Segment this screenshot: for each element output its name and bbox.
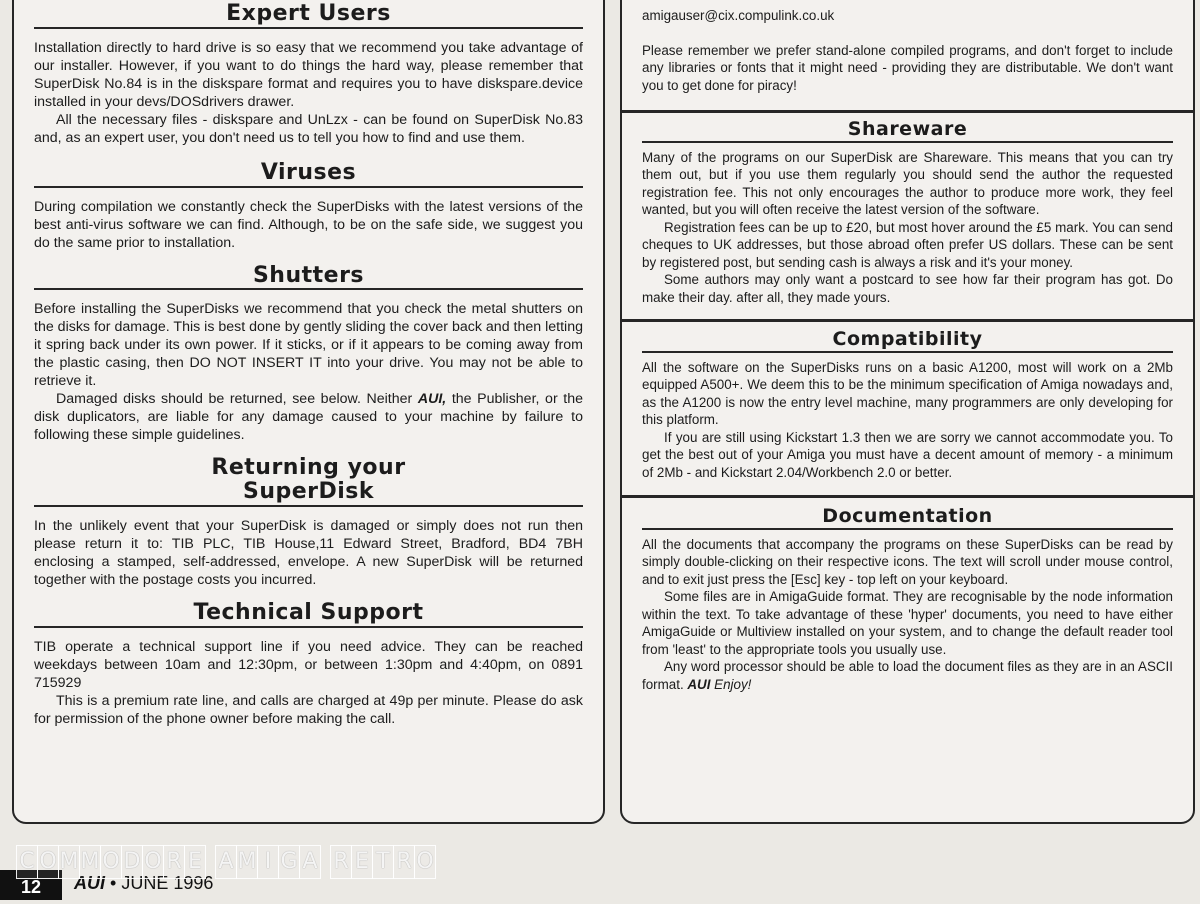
returning-heading — [34, 456, 583, 507]
section-divider — [622, 319, 1193, 322]
compatibility-para-1: All the software on the SuperDisks runs on a basic A1200, most will work on a 2Mb equipped A500+. We deem this to be the minimum specification of Amiga nowadays and, as the A1200 is now the entry level machine, many programmers are only developing for this platform. — [642, 359, 1173, 428]
returning-section — [34, 456, 583, 589]
watermark-letter: O — [37, 845, 59, 879]
expert-users-para-1: Installation directly to hard drive is so easy that we recommend you take advantage of our installer. However, if you want to do things the hard way, please remember that SuperDisk No.84 is in the diskspare format and requires you to have diskspare.device installed in your devs/DOSdrivers drawer. — [34, 39, 583, 110]
watermark-letter: E — [184, 845, 206, 879]
watermark-letter: A — [299, 845, 321, 879]
shutters-para-2 — [34, 390, 583, 444]
watermark-letter: T — [372, 845, 394, 879]
watermark-letter: C — [16, 845, 38, 879]
returning-para-1: In the unlikely event that your SuperDisk is damaged or simply does not run then please return it to: TIB PLC, TIB House,11 Edward Street, Bradford, BD4 7BH enclosing a stamped, self-addressed, envelope. A new SuperDisk will be returned together with the postage costs you incurred. — [34, 517, 583, 588]
documentation-heading: Documentation — [642, 506, 1173, 530]
compatibility-heading: Compatibility — [642, 329, 1173, 353]
watermark-letter: R — [330, 845, 352, 879]
section-divider — [622, 110, 1193, 113]
shutters-section — [34, 264, 583, 445]
watermark-letter: O — [414, 845, 436, 879]
section-divider — [622, 495, 1193, 498]
technical-support-para-2: This is a premium rate line, and calls are charged at 49p per minute. Please do ask for permission of the phone owner before making the call. — [34, 692, 583, 727]
expert-users-para-2: All the necessary files - diskspare and UnLzx - can be found on SuperDisk No.83 and, as an expert user, you don't need us to tell you how to find and use them. — [34, 111, 583, 146]
shutters-para-2-post: the Publisher, or the disk duplicators, are liable for any damage caused to your machine by failure to following these simple guidelines. — [34, 391, 583, 444]
submissions-section — [642, 7, 1173, 94]
returning-heading-line-2: SuperDisk — [242, 479, 375, 504]
documentation-para-3 — [642, 658, 1173, 693]
compatibility-para-2: If you are still using Kickstart 1.3 then we are sorry we cannot accommodate you. To get the best out of your Amiga you must have a decent amount of memory - a minimum of 2Mb - and Kickstart 2.04/Workbench 2.0 or better. — [642, 429, 1173, 480]
right-column-panel — [620, 0, 1195, 824]
viruses-heading: Viruses — [34, 161, 583, 188]
shutters-para-1: Before installing the SuperDisks we recommend that you check the metal shutters on the disks for damage. This is best done by gently sliding the cover back and then letting it spring back under its own power. If it sticks, or if it appears to be coming away from the plastic casing, then DO NOT INSERT IT into your drive. You may not be able to retrieve it. — [34, 301, 583, 390]
aui-brand-inline: AUI — [687, 676, 711, 692]
technical-support-section — [34, 601, 583, 728]
shareware-section — [642, 119, 1173, 306]
shareware-heading: Shareware — [642, 119, 1173, 143]
left-column-panel — [12, 0, 605, 824]
expert-users-section — [34, 2, 583, 147]
watermark-letter: M — [58, 845, 80, 879]
watermark-letter: M — [79, 845, 101, 879]
watermark-letter: O — [142, 845, 164, 879]
documentation-para-1: All the documents that accompany the programs on these SuperDisks can be read by simply double-clicking on their respective icons. The text will scroll under mouse control, and to exit just press the [Esc] key - top left on your keyboard. — [642, 536, 1173, 587]
watermark-letter: O — [100, 845, 122, 879]
shareware-para-2: Registration fees can be up to £20, but most hover around the £5 mark. You can send cheques to UK addresses, but those abroad often prefer US dollars. These can be sent by registered post, but sending cash is always a risk and it's your money. — [642, 219, 1173, 270]
watermark-letter: R — [393, 845, 415, 879]
watermark-letter: D — [121, 845, 143, 879]
documentation-section — [642, 506, 1173, 693]
expert-users-heading: Expert Users — [34, 2, 583, 29]
viruses-section — [34, 161, 583, 252]
watermark-word — [215, 845, 320, 879]
contact-email: amigauser@cix.compulink.co.uk — [642, 8, 835, 23]
shareware-para-3: Some authors may only want a postcard to see how far their program has got. Do make their day. after all, they made yours. — [642, 272, 1173, 305]
technical-support-heading: Technical Support — [34, 601, 583, 628]
compatibility-section — [642, 329, 1173, 481]
shutters-heading: Shutters — [34, 264, 583, 291]
shutters-para-2-pre: Damaged disks should be returned, see below. Neither — [56, 391, 418, 408]
magazine-name: AUI — [74, 873, 105, 893]
watermark-letter: R — [163, 845, 185, 879]
page-number: 12 — [20, 877, 42, 897]
watermark-word — [16, 845, 205, 879]
documentation-para-2: Some files are in AmigaGuide format. They are recognisable by the node information within the text. To take advantage of these 'hyper' documents, you need to have either AmigaGuide or Multiview installed on your system, and to change the default reader tool from 'least' to the appropriate tools you usually use. — [642, 589, 1173, 657]
documentation-para-3-pre: Any word processor should be able to load the document files as they are in an ASCII format. — [642, 659, 1173, 692]
technical-support-para-1: TIB operate a technical support line if you need advice. They can be reached weekdays between 10am and 12:30pm, or between 1:30pm and 4:40pm, on 0891 715929 — [34, 638, 583, 691]
aui-brand-inline: AUI, — [417, 391, 447, 408]
watermark-letter: M — [236, 845, 258, 879]
watermark-word — [330, 845, 435, 879]
documentation-para-3-post: Enjoy! — [710, 676, 752, 692]
viruses-para-1: During compilation we constantly check the SuperDisks with the latest versions of the best anti-virus software we can find. Although, to be on the safe side, we suggest you do the same prior to installation. — [34, 198, 583, 251]
watermark-letter: G — [278, 845, 300, 879]
watermark-letter: A — [215, 845, 237, 879]
shareware-para-1: Many of the programs on our SuperDisk are Shareware. This means that you can try them out, but if you use them regularly you should send the author the requested registration fee. This not only encourages the author to produce more work, they feel wanted, but you will often receive the latest version of the software. — [642, 149, 1173, 218]
returning-heading-line-1: Returning your — [211, 455, 406, 481]
submissions-para-1: Please remember we prefer stand-alone compiled programs, and don't forget to include any libraries or fonts that it might need - providing they are distributable. We don't want you to get done for piracy! — [642, 42, 1173, 93]
commodore-amiga-retro-watermark — [16, 845, 435, 879]
watermark-letter: E — [351, 845, 373, 879]
watermark-letter: I — [257, 845, 279, 879]
issue-date: • JUNE 1996 — [110, 873, 214, 893]
